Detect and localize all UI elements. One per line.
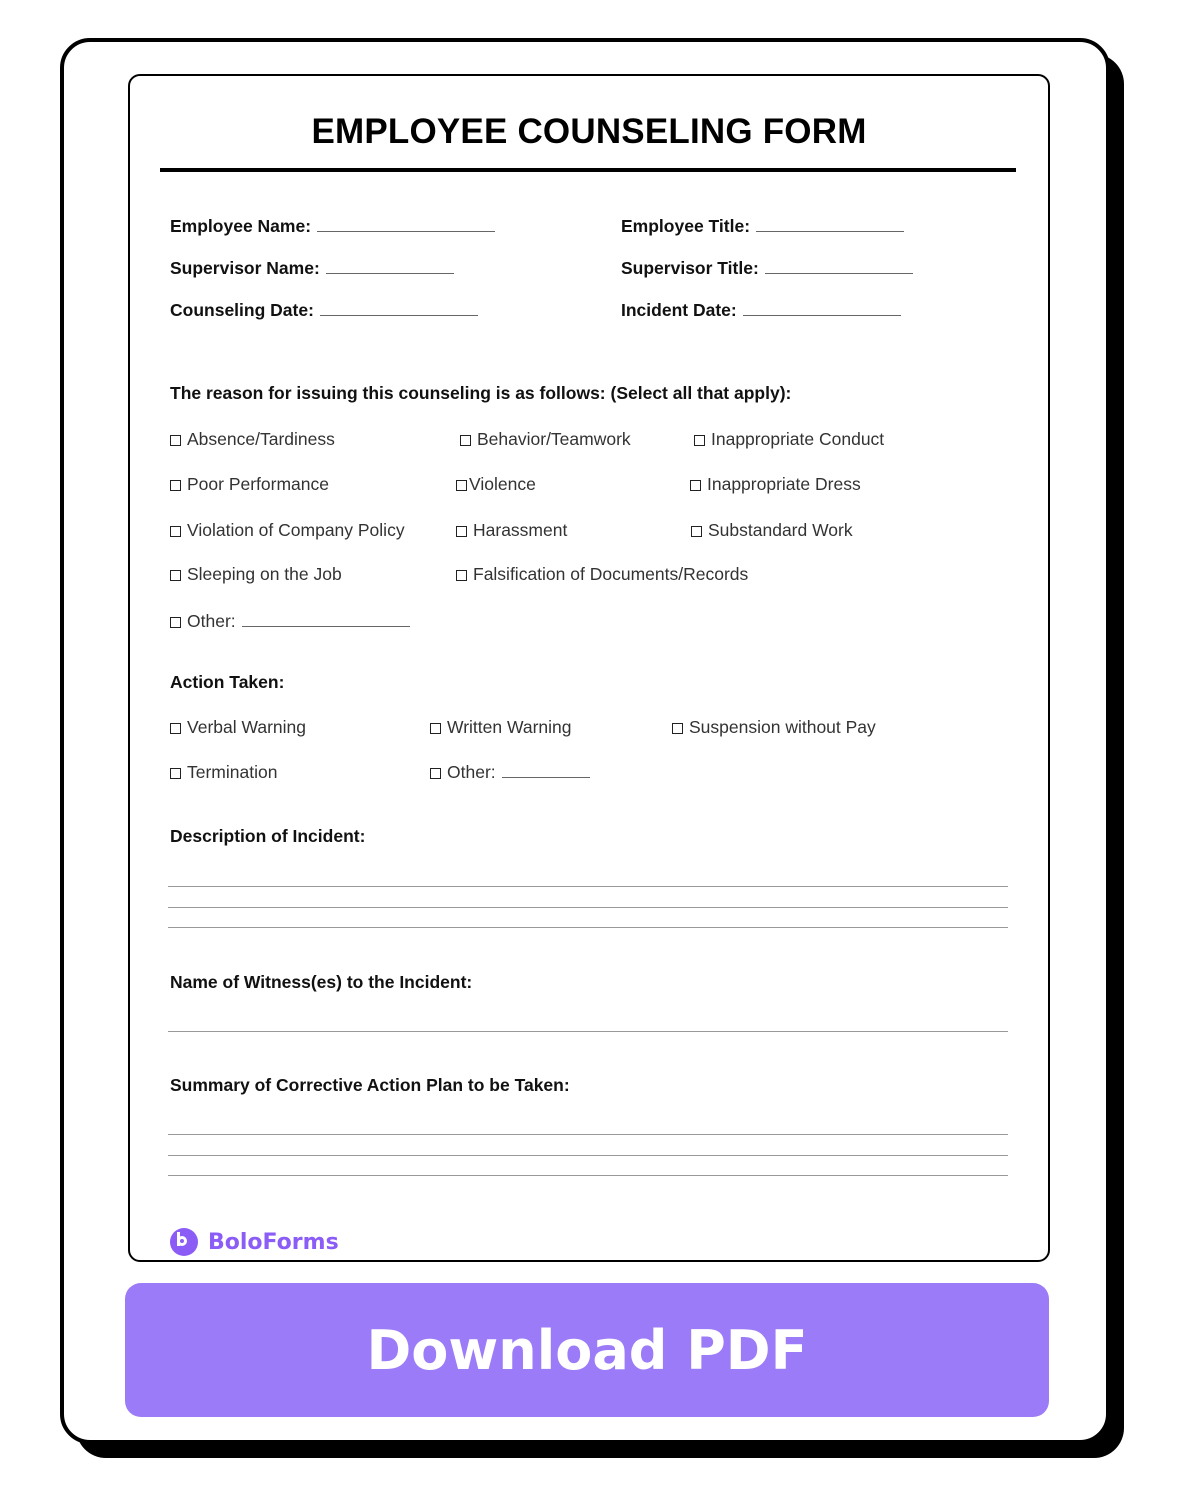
- reason-label: Violation of Company Policy: [187, 520, 405, 540]
- title-rule: [160, 168, 1016, 172]
- employee-name-field: [170, 216, 495, 237]
- reason-label: Harassment: [473, 520, 568, 540]
- incident-date-field: [621, 300, 901, 321]
- download-pdf-button[interactable]: Download PDF: [125, 1283, 1049, 1417]
- reason-violence: [456, 474, 536, 495]
- reason-other: [170, 611, 410, 632]
- reason-label: Inappropriate Dress: [707, 474, 861, 494]
- employee-title-blank: [756, 217, 904, 232]
- reason-heading: The reason for issuing this counseling is as follows: (Select all that apply):: [170, 383, 792, 403]
- counseling-date-label: Counseling Date:: [170, 300, 314, 320]
- action-verbal-warning: [170, 717, 306, 738]
- action-suspension: [672, 717, 876, 738]
- brand-name: BoloForms: [208, 1229, 339, 1255]
- reason-label: Absence/Tardiness: [187, 429, 335, 449]
- checkbox-icon: [691, 526, 702, 537]
- boloforms-logo: [170, 1228, 339, 1256]
- checkbox-icon: [460, 435, 471, 446]
- employee-title-field: [621, 216, 904, 237]
- reason-policy-violation: [170, 520, 405, 541]
- summary-line: [168, 1175, 1008, 1176]
- checkbox-icon: [430, 768, 441, 779]
- supervisor-title-field: [621, 258, 913, 279]
- checkbox-icon: [170, 768, 181, 779]
- reason-label: Violence: [469, 474, 536, 494]
- checkbox-icon: [456, 526, 467, 537]
- action-other-blank: [502, 763, 590, 778]
- reason-label: Poor Performance: [187, 474, 330, 494]
- form-document: [128, 74, 1050, 1262]
- checkbox-icon: [690, 480, 701, 491]
- employee-title-label: Employee Title:: [621, 216, 751, 236]
- reason-label: Inappropriate Conduct: [711, 429, 885, 449]
- reason-label: Substandard Work: [708, 520, 853, 540]
- checkbox-icon: [170, 617, 181, 628]
- reason-sleeping: [170, 564, 342, 585]
- checkbox-icon: [456, 480, 467, 491]
- checkbox-icon: [430, 723, 441, 734]
- action-heading: Action Taken:: [170, 672, 285, 692]
- boloforms-icon: [170, 1228, 198, 1256]
- checkbox-icon: [170, 480, 181, 491]
- reason-other-blank: [242, 612, 410, 627]
- reason-label: Sleeping on the Job: [187, 564, 342, 584]
- action-label: Other:: [447, 762, 496, 782]
- witness-heading: Name of Witness(es) to the Incident:: [170, 972, 473, 992]
- form-title: EMPLOYEE COUNSELING FORM: [311, 112, 867, 151]
- action-label: Written Warning: [447, 717, 572, 737]
- description-line: [168, 927, 1008, 928]
- counseling-date-field: [170, 300, 478, 321]
- description-heading: Description of Incident:: [170, 826, 366, 846]
- action-label: Termination: [187, 762, 278, 782]
- summary-line: [168, 1134, 1008, 1135]
- summary-heading: Summary of Corrective Action Plan to be Taken:: [170, 1075, 570, 1095]
- checkbox-icon: [170, 570, 181, 581]
- reason-falsification: [456, 564, 748, 585]
- checkbox-icon: [456, 570, 467, 581]
- supervisor-name-blank: [326, 259, 454, 274]
- reason-harassment: [456, 520, 567, 541]
- supervisor-name-label: Supervisor Name:: [170, 258, 320, 278]
- supervisor-title-label: Supervisor Title:: [621, 258, 759, 278]
- reason-behavior: [460, 429, 631, 450]
- checkbox-icon: [170, 435, 181, 446]
- incident-date-blank: [743, 301, 901, 316]
- action-label: Suspension without Pay: [689, 717, 876, 737]
- checkbox-icon: [170, 723, 181, 734]
- description-line: [168, 886, 1008, 887]
- incident-date-label: Incident Date:: [621, 300, 737, 320]
- reason-inappropriate-conduct: [694, 429, 884, 450]
- reason-inappropriate-dress: [690, 474, 861, 495]
- counseling-date-blank: [320, 301, 478, 316]
- reason-label: Falsification of Documents/Records: [473, 564, 749, 584]
- employee-name-label: Employee Name:: [170, 216, 312, 236]
- reason-absence: [170, 429, 335, 450]
- witness-line: [168, 1031, 1008, 1032]
- checkbox-icon: [170, 526, 181, 537]
- action-termination: [170, 762, 277, 783]
- checkbox-icon: [672, 723, 683, 734]
- employee-name-blank: [317, 217, 495, 232]
- reason-poor-performance: [170, 474, 329, 495]
- checkbox-icon: [694, 435, 705, 446]
- action-other: [430, 762, 590, 783]
- summary-line: [168, 1155, 1008, 1156]
- reason-substandard-work: [691, 520, 853, 541]
- action-label: Verbal Warning: [187, 717, 306, 737]
- reason-label: Other:: [187, 611, 236, 631]
- supervisor-name-field: [170, 258, 454, 279]
- description-line: [168, 907, 1008, 908]
- action-written-warning: [430, 717, 571, 738]
- supervisor-title-blank: [765, 259, 913, 274]
- reason-label: Behavior/Teamwork: [477, 429, 631, 449]
